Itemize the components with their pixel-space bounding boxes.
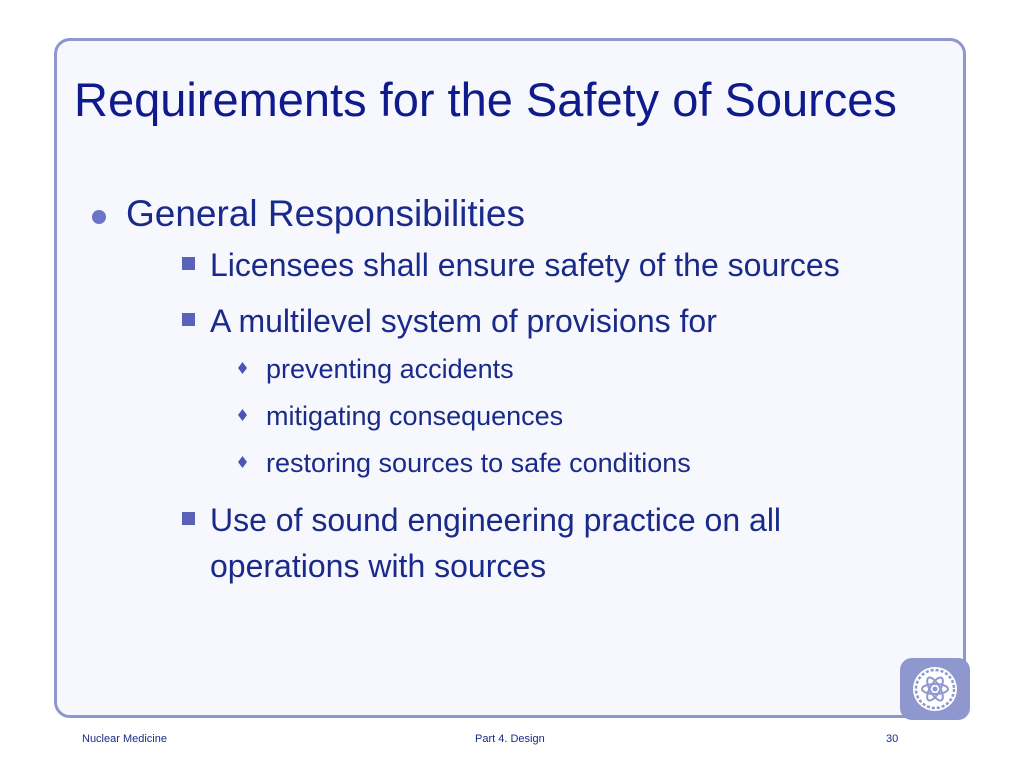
atom-laurel-emblem-icon xyxy=(900,658,970,720)
bullet-level1 xyxy=(88,190,868,589)
sub-sub-bullet-list xyxy=(210,346,868,487)
bullet-text: A multilevel system of provisions for xyxy=(210,303,717,339)
bullet-text: mitigating consequences xyxy=(266,401,564,431)
footer-course-title: Nuclear Medicine xyxy=(82,733,167,745)
bullet-text: preventing accidents xyxy=(266,354,514,384)
bullet-level3 xyxy=(230,393,868,440)
square-bullet-icon xyxy=(182,313,195,326)
diamond-bullet-icon xyxy=(238,456,247,468)
bullet-level2 xyxy=(172,242,868,288)
diamond-bullet-icon xyxy=(238,362,247,374)
footer-section-title: Part 4. Design xyxy=(475,733,545,745)
bullet-text: Use of sound engineering practice on all operations with sources xyxy=(210,502,782,584)
bullet-text: Licensees shall ensure safety of the sources xyxy=(210,247,840,283)
bullet-level2 xyxy=(172,298,868,487)
iaea-logo xyxy=(900,658,970,720)
bullet-text: restoring sources to safe conditions xyxy=(266,448,691,478)
footer-page-number: 30 xyxy=(886,733,899,745)
slide-title: Requirements for the Safety of Sources xyxy=(74,73,897,126)
bullet-text: General Responsibilities xyxy=(126,193,525,234)
bullet-list xyxy=(88,190,868,599)
square-bullet-icon xyxy=(182,512,195,525)
bullet-level3 xyxy=(230,440,868,487)
bullet-level3 xyxy=(230,346,868,393)
sub-bullet-list xyxy=(126,242,868,589)
diamond-bullet-icon xyxy=(238,409,247,421)
bullet-level2 xyxy=(172,497,868,589)
square-bullet-icon xyxy=(182,257,195,270)
round-bullet-icon xyxy=(92,210,106,224)
